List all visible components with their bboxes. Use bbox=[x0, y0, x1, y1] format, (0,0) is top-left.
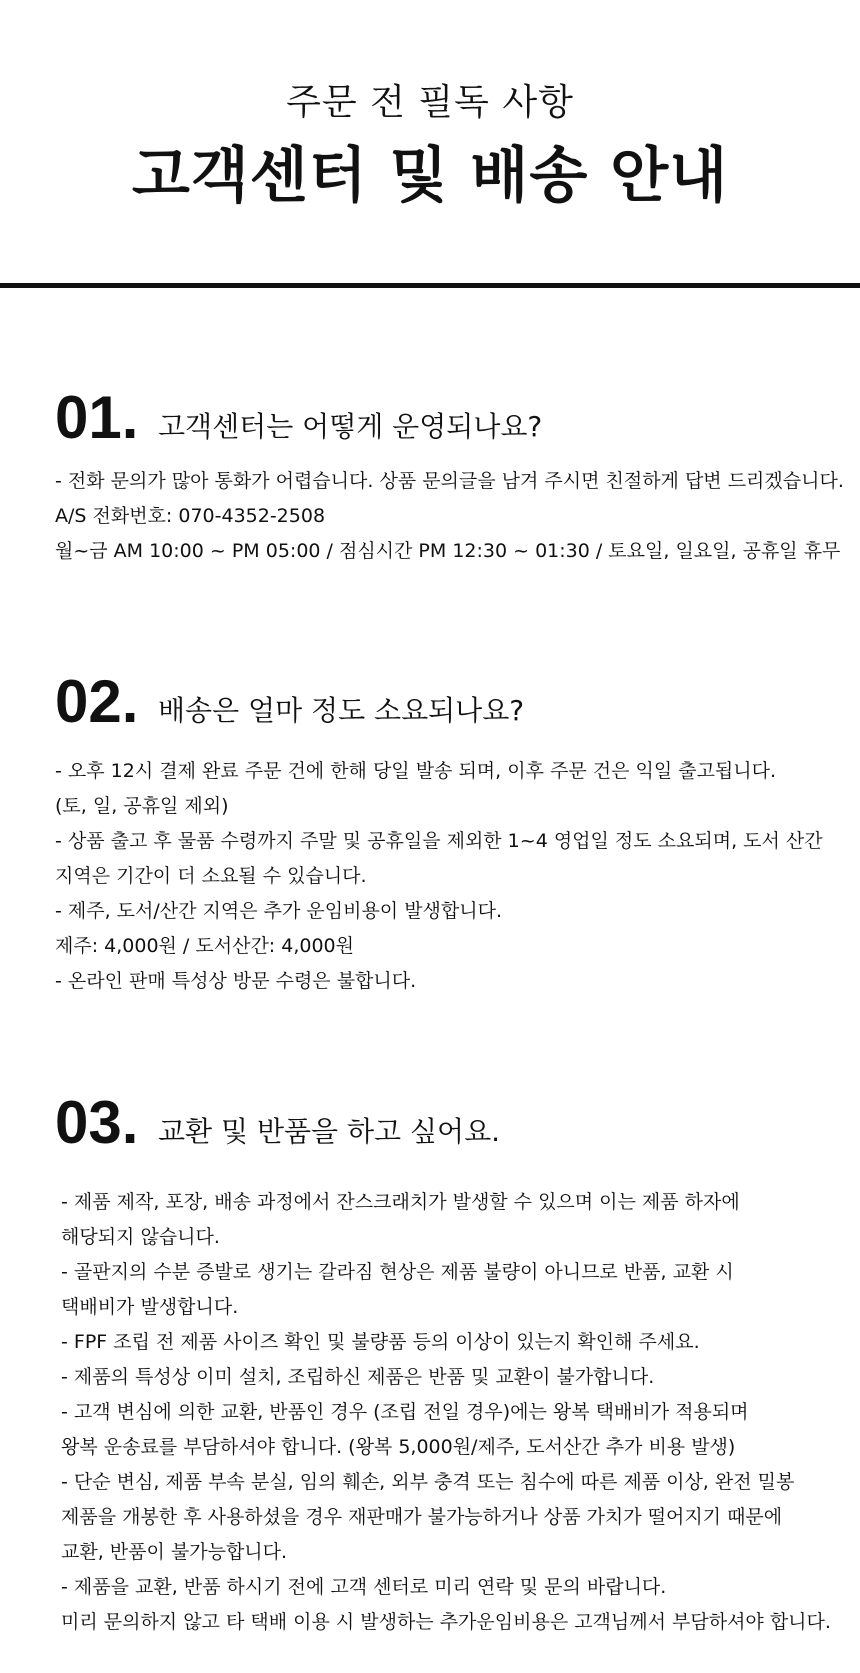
section-number: 01. bbox=[55, 384, 139, 451]
page-title: 고객센터 및 배송 안내 bbox=[131, 141, 729, 211]
body-line: 제주: 4,000원 / 도서산간: 4,000원 bbox=[55, 935, 354, 957]
section-body bbox=[55, 1185, 840, 1640]
section-shipping bbox=[55, 668, 840, 999]
body-line: A/S 전화번호: 070-4352-2508 bbox=[55, 505, 326, 527]
body-line: 택배비가 발생합니다. bbox=[61, 1296, 239, 1318]
section-question: 배송은 얼마 정도 소요되나요? bbox=[158, 694, 525, 727]
body-line: - 제품을 교환, 반품 하시기 전에 고객 센터로 미리 연락 및 문의 바랍니다. bbox=[61, 1576, 667, 1598]
body-line: - 고객 변심에 의한 교환, 반품인 경우 (조립 전일 경우)에는 왕복 택배비가 적용되며 bbox=[61, 1401, 749, 1423]
page-subtitle: 주문 전 필독 사항 bbox=[286, 82, 574, 123]
section-heading bbox=[55, 668, 840, 735]
body-line: - 제품 제작, 포장, 배송 과정에서 잔스크래치가 발생할 수 있으며 이는 제품 하자에 bbox=[61, 1191, 740, 1213]
section-exchange-return bbox=[55, 1089, 840, 1640]
section-number: 03. bbox=[55, 1089, 139, 1156]
body-line: - 오후 12시 결제 완료 주문 건에 한해 당일 발송 되며, 이후 주문 건은 익일 출고됩니다. bbox=[55, 760, 777, 782]
body-line: - 전화 문의가 많아 통화가 어렵습니다. 상품 문의글을 남겨 주시면 친절하게 답변 드리겠습니다. bbox=[55, 470, 844, 492]
section-number: 02. bbox=[55, 668, 139, 735]
section-heading bbox=[55, 384, 840, 451]
section-body bbox=[55, 464, 844, 569]
body-line: 제품을 개봉한 후 사용하셨을 경우 재판매가 불가능하거나 상품 가치가 떨어지기 때문에 bbox=[61, 1506, 783, 1528]
body-line: - 골판지의 수분 증발로 생기는 갈라짐 현상은 제품 불량이 아니므로 반품, 교환 시 bbox=[61, 1261, 734, 1283]
body-line: - 온라인 판매 특성상 방문 수령은 불합니다. bbox=[55, 970, 417, 992]
body-line: 해당되지 않습니다. bbox=[61, 1226, 220, 1248]
body-line: 지역은 기간이 더 소요될 수 있습니다. bbox=[55, 865, 367, 887]
header-divider bbox=[0, 283, 860, 288]
body-line: 월~금 AM 10:00 ~ PM 05:00 / 점심시간 PM 12:30 ~ 01:30 / 토요일, 일요일, 공휴일 휴무 bbox=[55, 540, 841, 562]
section-body bbox=[55, 754, 840, 999]
body-line: - 제주, 도서/산간 지역은 추가 운임비용이 발생합니다. bbox=[55, 900, 503, 922]
section-question: 교환 및 반품을 하고 싶어요. bbox=[158, 1115, 501, 1148]
section-customer-center bbox=[55, 384, 844, 569]
body-line: (토, 일, 공휴일 제외) bbox=[55, 795, 229, 817]
section-question: 고객센터는 어떻게 운영되나요? bbox=[158, 410, 543, 443]
body-line: 왕복 운송료를 부담하셔야 합니다. (왕복 5,000원/제주, 도서산간 추가 비용 발생) bbox=[61, 1436, 736, 1458]
body-line: 교환, 반품이 불가능합니다. bbox=[61, 1541, 288, 1563]
body-line: - 상품 출고 후 물품 수령까지 주말 및 공휴일을 제외한 1~4 영업일 정도 소요되며, 도서 산간 bbox=[55, 830, 823, 852]
body-line: - FPF 조립 전 제품 사이즈 확인 및 불량품 등의 이상이 있는지 확인해 주세요. bbox=[61, 1331, 700, 1353]
body-line: - 단순 변심, 제품 부속 분실, 임의 훼손, 외부 충격 또는 침수에 따른 제품 이상, 완전 밀봉 bbox=[61, 1471, 795, 1493]
body-line: 미리 문의하지 않고 타 택배 이용 시 발생하는 추가운임비용은 고객님께서 부담하셔야 합니다. bbox=[61, 1611, 831, 1633]
section-heading bbox=[55, 1089, 840, 1156]
body-line: - 제품의 특성상 이미 설치, 조립하신 제품은 반품 및 교환이 불가합니다. bbox=[61, 1366, 655, 1388]
